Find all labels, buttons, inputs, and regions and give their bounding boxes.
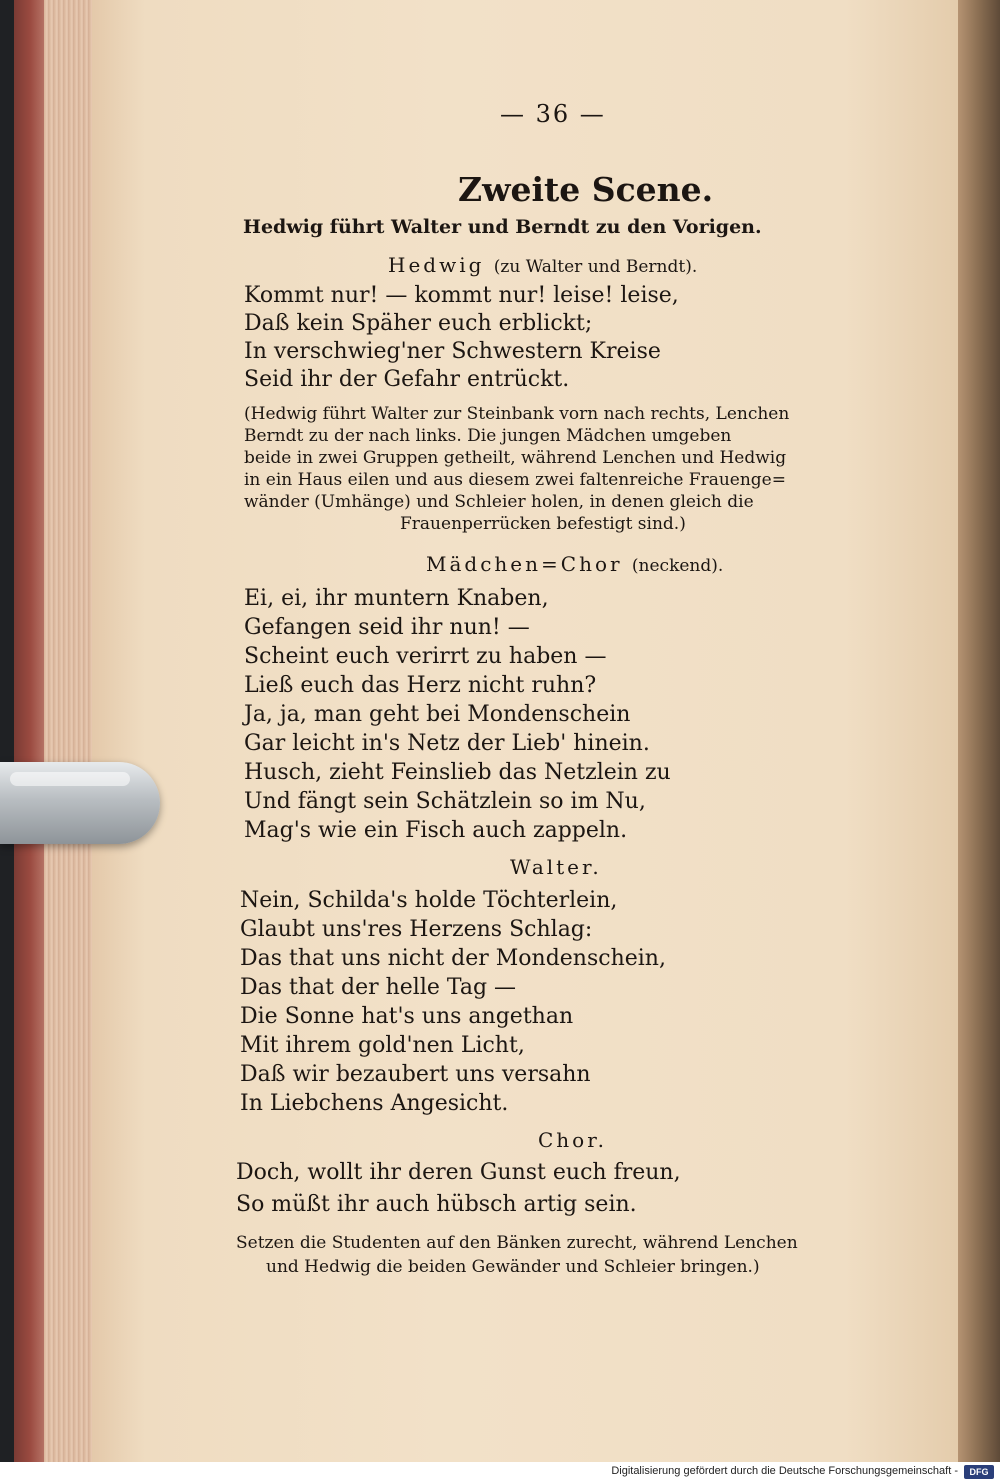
- stage-direction-line: und Hedwig die beiden Gewänder und Schleier bringen.): [266, 1257, 760, 1277]
- dfg-logo: DFG: [964, 1465, 994, 1479]
- stage-direction-line: (Hedwig führt Walter zur Steinbank vorn nach rechts, Lenchen: [244, 404, 790, 424]
- speaker-name: Mädchen=Chor: [426, 552, 623, 576]
- stage-aside: (zu Walter und Berndt).: [493, 257, 698, 277]
- verse-line: Glaubt uns'res Herzens Schlag:: [240, 917, 593, 942]
- footer-bar: [0, 1462, 1000, 1483]
- scene-subtitle: Hedwig führt Walter und Berndt zu den Vorigen.: [243, 216, 762, 238]
- verse-line: Gefangen seid ihr nun! —: [244, 615, 530, 640]
- speaker-heading: [426, 552, 723, 576]
- verse-line: Doch, wollt ihr deren Gunst euch freun,: [236, 1160, 681, 1185]
- verse-line: Die Sonne hat's uns angethan: [240, 1004, 574, 1029]
- verse-line: Scheint euch verirrt zu haben —: [244, 644, 607, 669]
- verse-line: In Liebchens Angesicht.: [240, 1091, 509, 1116]
- verse-line: Ließ euch das Herz nicht ruhn?: [244, 673, 597, 698]
- verse-line: Mag's wie ein Fisch auch zappeln.: [244, 818, 628, 843]
- speaker-name: Chor.: [538, 1128, 607, 1152]
- scene-title: Zweite Scene.: [458, 170, 714, 209]
- stage-direction-line: Berndt zu der nach links. Die jungen Mädchen umgeben: [244, 426, 732, 446]
- verse-line: Ja, ja, man geht bei Mondenschein: [244, 702, 631, 727]
- funding-notice: Digitalisierung gefördert durch die Deutsche Forschungsgemeinschaft -: [611, 1465, 958, 1477]
- speaker-heading: [388, 253, 697, 277]
- verse-line: Mit ihrem gold'nen Licht,: [240, 1033, 525, 1058]
- stage-direction-line: Setzen die Studenten auf den Bänken zurecht, während Lenchen: [236, 1233, 798, 1253]
- verse-line: Und fängt sein Schätzlein so im Nu,: [244, 789, 646, 814]
- stage-direction-line: Frauenperrücken befestigt sind.): [400, 514, 686, 534]
- stage-direction-line: beide in zwei Gruppen getheilt, während Lenchen und Hedwig: [244, 448, 787, 468]
- book-gutter: [958, 0, 1000, 1462]
- verse-line: Daß kein Späher euch erblickt;: [244, 311, 593, 336]
- verse-line: Das that der helle Tag —: [240, 975, 517, 1000]
- verse-line: Seid ihr der Gefahr entrückt.: [244, 367, 570, 392]
- page-number: — 36 —: [500, 100, 606, 128]
- stage-aside: (neckend).: [631, 556, 724, 576]
- verse-line: Nein, Schilda's holde Töchterlein,: [240, 888, 618, 913]
- verse-line: Das that uns nicht der Mondenschein,: [240, 946, 666, 971]
- stage-direction-line: in ein Haus eilen und aus diesem zwei faltenreiche Frauenge=: [244, 470, 786, 490]
- verse-line: Kommt nur! — kommt nur! leise! leise,: [244, 283, 679, 308]
- verse-line: Husch, zieht Feinslieb das Netzlein zu: [244, 760, 671, 785]
- page-clip: [0, 762, 160, 844]
- verse-line: Gar leicht in's Netz der Lieb' hinein.: [244, 731, 650, 756]
- verse-line: Ei, ei, ihr muntern Knaben,: [244, 586, 549, 611]
- verse-line: So müßt ihr auch hübsch artig sein.: [236, 1192, 637, 1217]
- verse-line: In verschwieg'ner Schwestern Kreise: [244, 339, 661, 364]
- stage-direction-line: wänder (Umhänge) und Schleier holen, in denen gleich die: [244, 492, 754, 512]
- speaker-name: Walter.: [510, 855, 602, 879]
- verse-line: Daß wir bezaubert uns versahn: [240, 1062, 591, 1087]
- speaker-name: Hedwig: [388, 253, 485, 277]
